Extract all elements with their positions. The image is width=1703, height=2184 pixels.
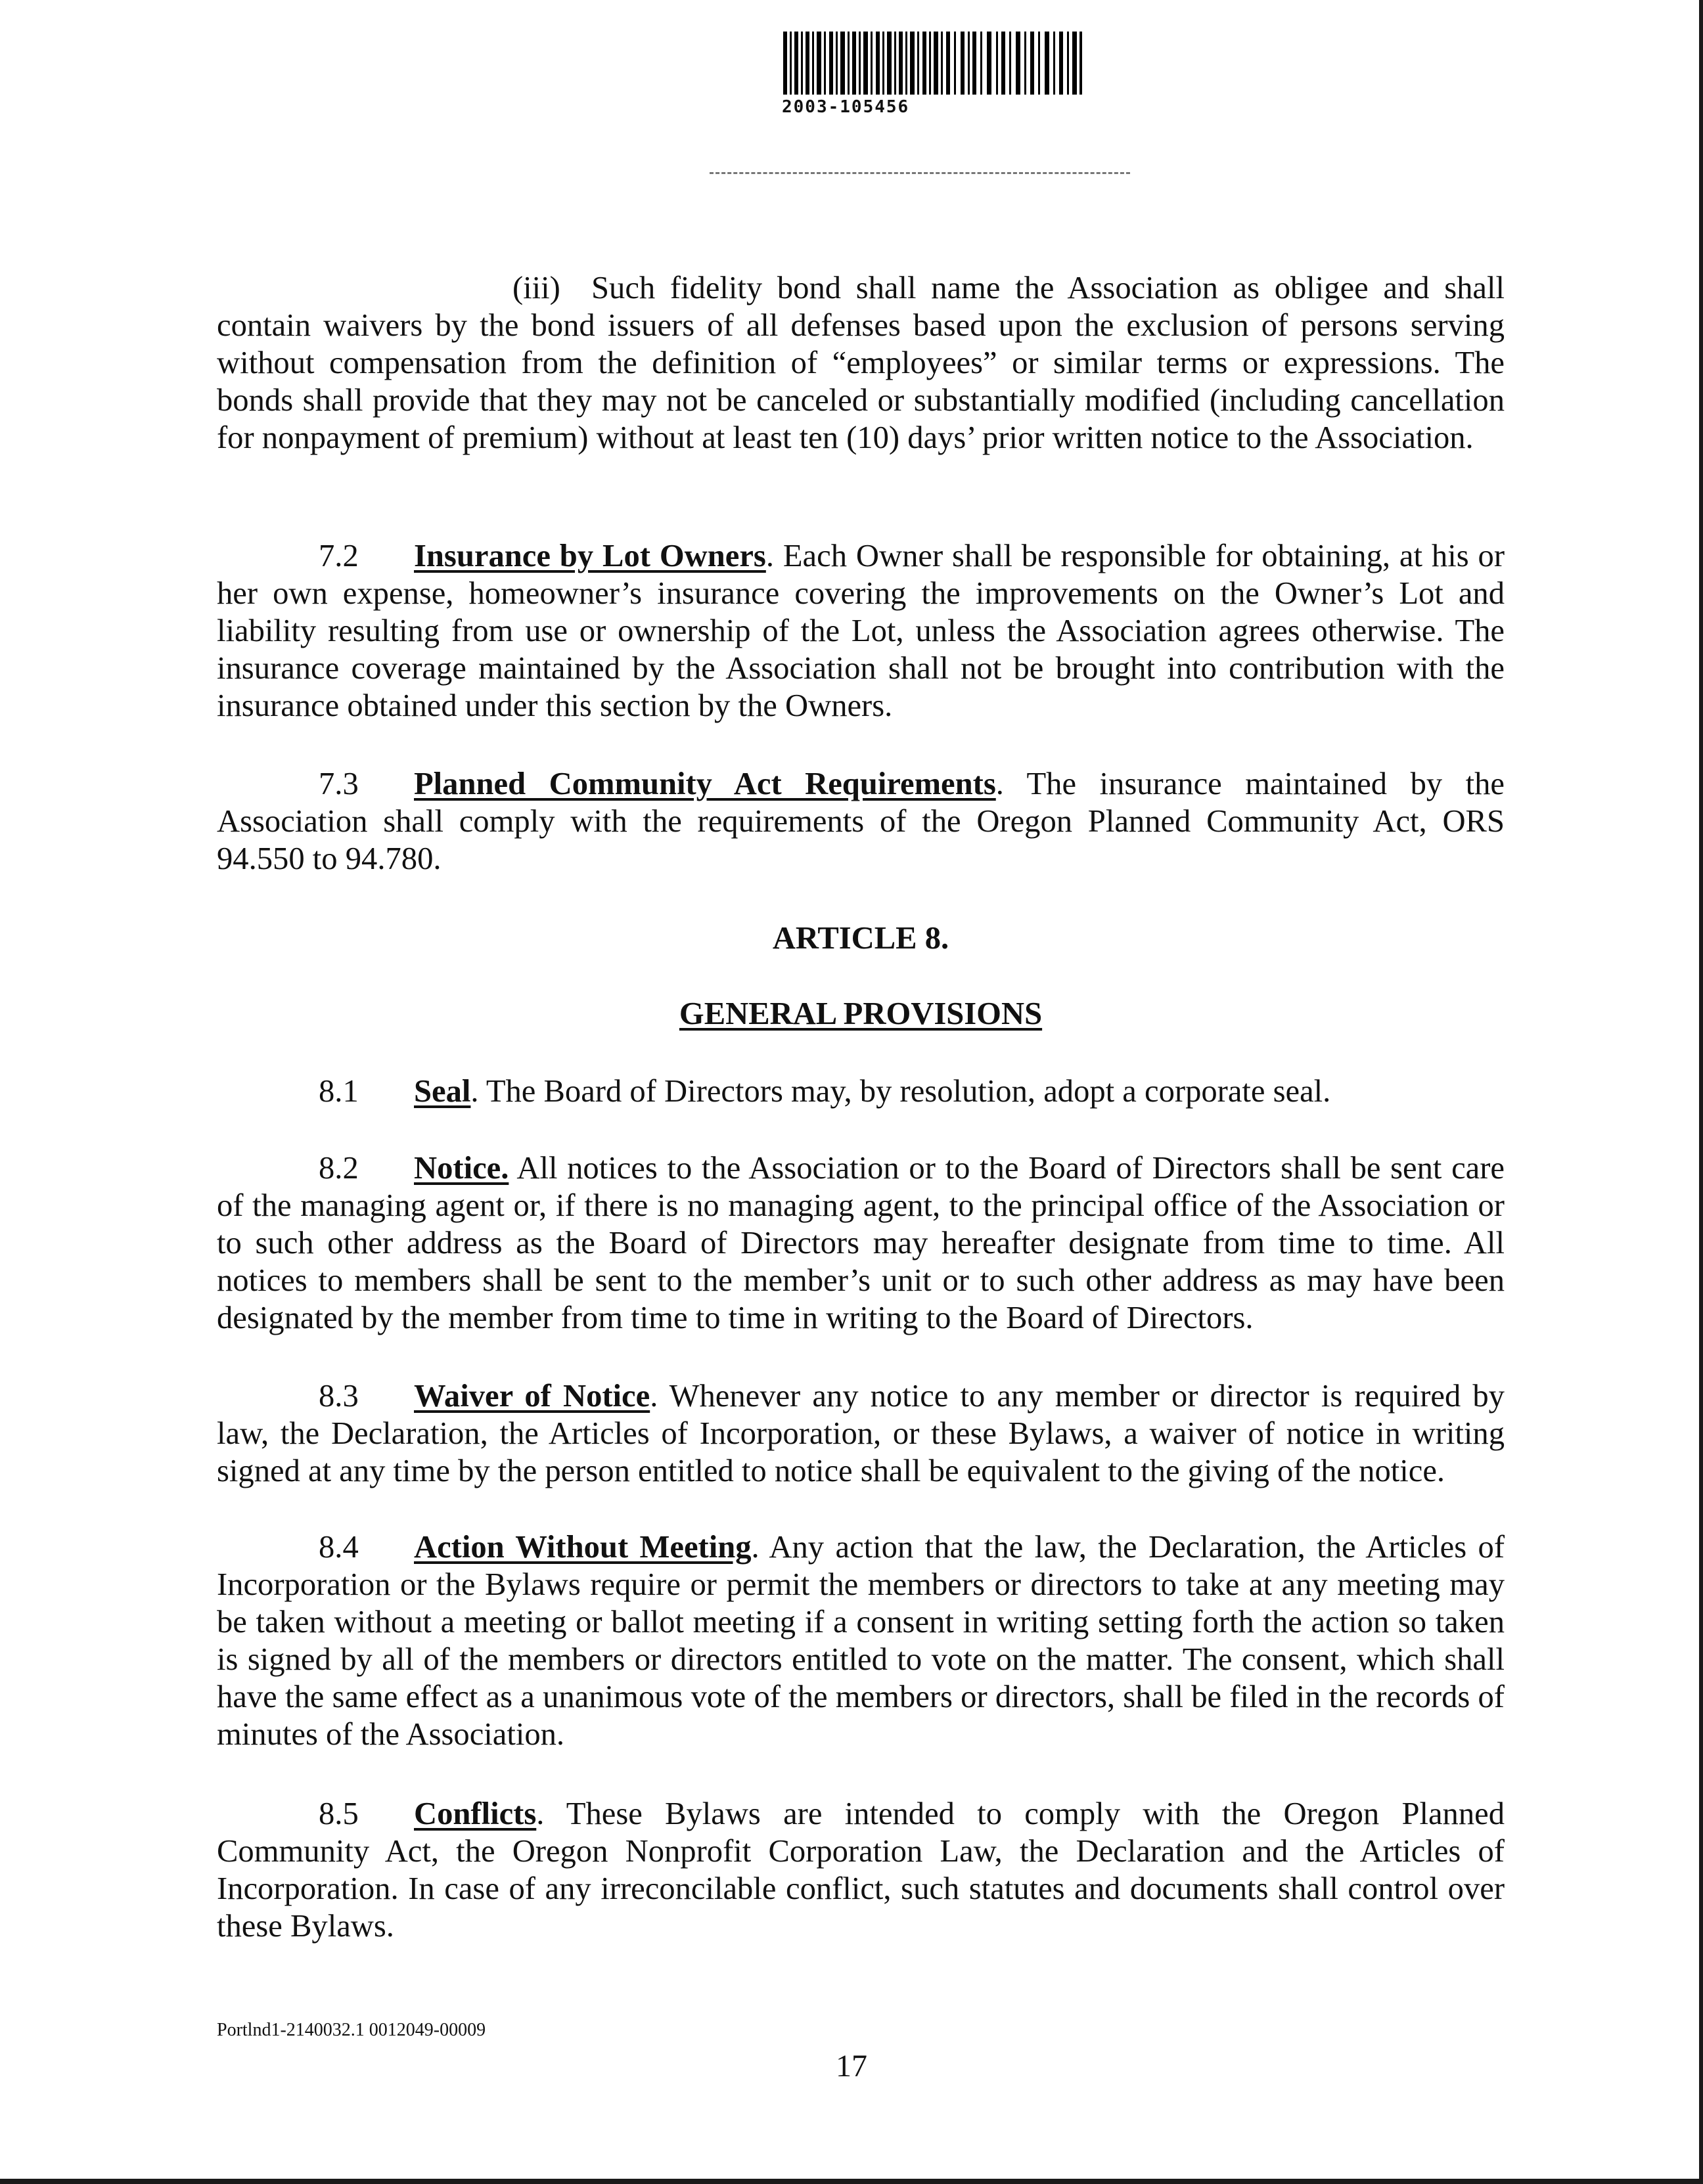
section-number: 7.3 xyxy=(319,766,359,801)
section-8-4 xyxy=(217,1528,1505,1753)
section-text: . Each Owner shall be responsible for obtaining, at his or her own expense, homeowner’s insurance covering the improvements on the Owner’s Lot and liability resulting from use or ownership of the Lot, unless the Association agrees otherwise. The insurance coverage maintained by the Association shall not be brought into contribution with the insurance obtained under this section by the Owners. xyxy=(217,538,1505,723)
section-heading: Planned Community Act Requirements xyxy=(414,766,996,801)
barcode xyxy=(782,32,1091,117)
section-8-2 xyxy=(217,1149,1505,1337)
section-text: . These Bylaws are intended to comply with the Oregon Planned Community Act, the Oregon Nonprofit Corporation Law, the Declaration and the Articles of Incorporation. In case of any irreconcilable conflict, such statutes and documents shall control over these Bylaws. xyxy=(217,1796,1505,1944)
section-text: . The insurance maintained by the Association shall comply with the requirements of the Oregon Planned Community Act, ORS 94.550 to 94.780. xyxy=(217,766,1505,876)
section-number: 8.4 xyxy=(319,1529,359,1565)
section-7-2 xyxy=(217,537,1505,724)
document-reference: Portlnd1-2140032.1 0012049-00009 xyxy=(217,2020,486,2040)
section-heading: Seal xyxy=(414,1073,471,1109)
paragraph-marker: (iii) xyxy=(512,270,560,305)
section-number: 8.5 xyxy=(319,1796,359,1831)
article-subtitle: GENERAL PROVISIONS xyxy=(679,996,1043,1031)
section-number: 8.2 xyxy=(319,1150,359,1186)
paragraph-iii xyxy=(217,269,1505,457)
divider-line xyxy=(710,172,1130,174)
section-number: 8.3 xyxy=(319,1378,359,1414)
section-text: All notices to the Association or to the Board of Directors shall be sent care of the managing agent or, if there is no managing agent, to the principal office of the Association or to such other address as the Board of Directors may hereafter designate from time to time. All notices to members shall be sent to the member’s unit or to such other address as may have been designated by the member from time to time in writing to the Board of Directors. xyxy=(217,1150,1505,1335)
article-title: ARTICLE 8. xyxy=(772,920,949,956)
section-number: 8.1 xyxy=(319,1073,359,1109)
section-text: . The Board of Directors may, by resolution, adopt a corporate seal. xyxy=(470,1073,1331,1109)
section-number: 7.2 xyxy=(319,538,359,573)
section-8-5 xyxy=(217,1795,1505,1945)
section-7-3 xyxy=(217,765,1505,878)
barcode-number: 2003-105456 xyxy=(782,97,910,117)
section-heading: Waiver of Notice xyxy=(414,1378,650,1414)
section-text: . Whenever any notice to any member or director is required by law, the Declaration, the Articles of Incorporation, or these Bylaws, a waiver of notice in writing signed at any time by the person entitled to notice shall be equivalent to the giving of the notice. xyxy=(217,1378,1505,1488)
section-text: . Any action that the law, the Declaration, the Articles of Incorporation or the Bylaws require or permit the members or directors to take at any meeting may be taken without a meeting or ballot meeting if a consent in writing setting forth the action so taken is signed by all of the members or directors entitled to vote on the matter. The consent, which shall have the same effect as a unanimous vote of the members or directors, shall be filed in the records of minutes of the Association. xyxy=(217,1529,1505,1752)
paragraph-text: Such fidelity bond shall name the Association as obligee and shall contain waivers by the bond issuers of all defenses based upon the exclusion of persons serving without compensation from the definition of “employees” or similar terms or expressions. The bonds shall provide that they may not be canceled or substantially modified (including cancellation for nonpayment of premium) without at least ten (10) days’ prior written notice to the Association. xyxy=(217,270,1505,455)
section-8-3 xyxy=(217,1377,1505,1490)
barcode-bars xyxy=(782,32,1084,95)
section-heading: Insurance by Lot Owners xyxy=(414,538,766,573)
section-8-1 xyxy=(217,1073,1505,1110)
page-number: 17 xyxy=(836,2049,867,2084)
section-heading: Notice. xyxy=(414,1150,509,1186)
section-heading: Conflicts xyxy=(414,1796,537,1831)
section-heading: Action Without Meeting xyxy=(414,1529,752,1565)
